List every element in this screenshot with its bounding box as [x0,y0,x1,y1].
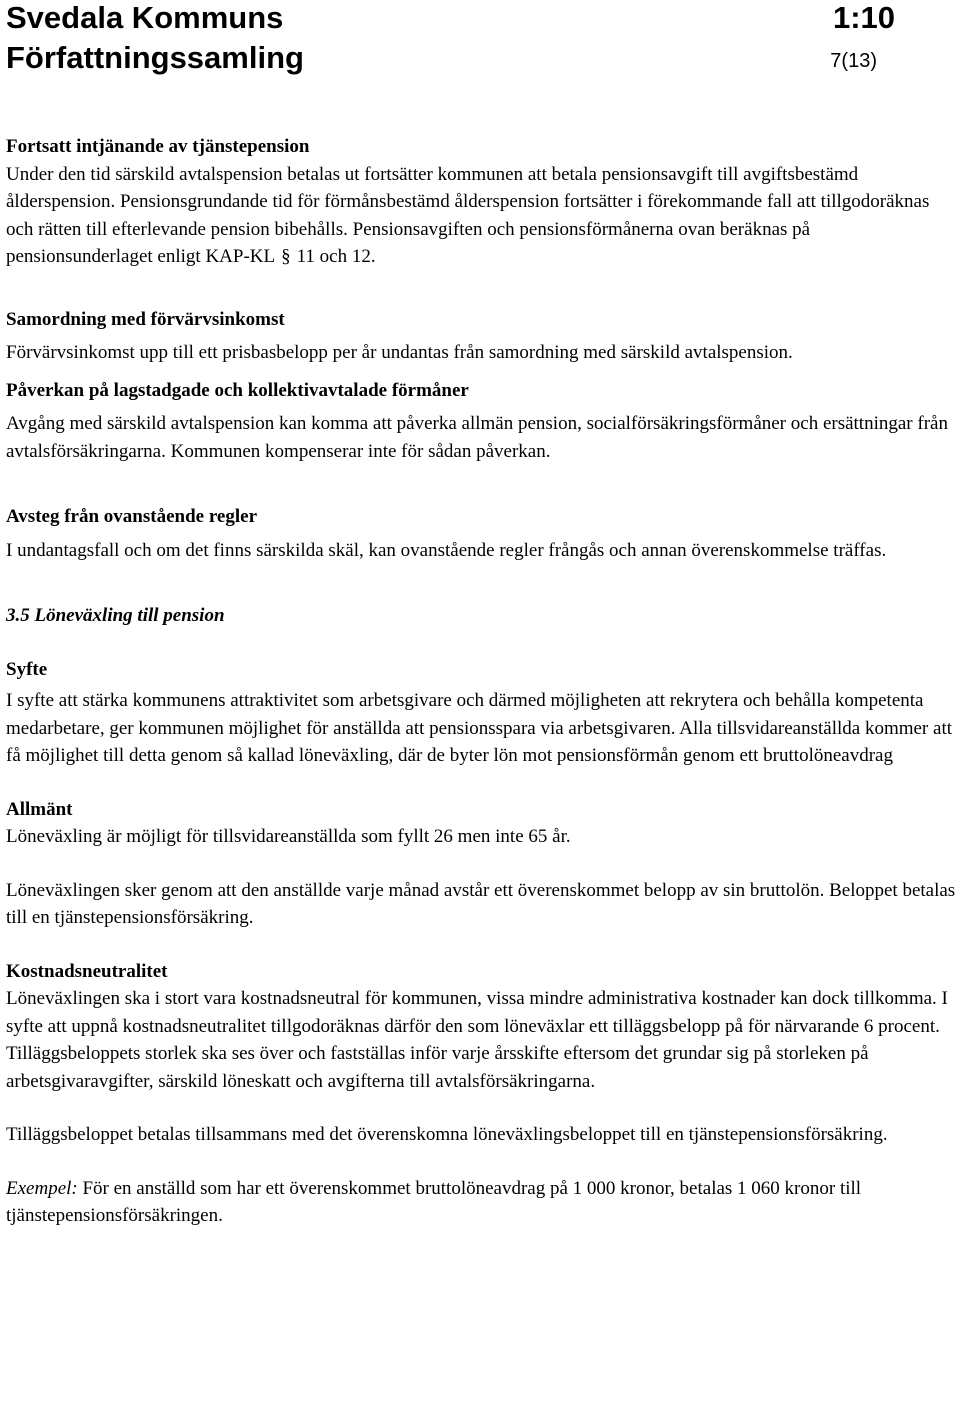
paragraph-avsteg: I undantagsfall och om det finns särskilda skäl, kan ovanstående regler frångås och annan överenskommelse träffas. [6,539,887,561]
paragraph-syfte: I syfte att stärka kommunens attraktivitet som arbetsgivare och därmed möjligheten att rekrytera och behålla kompetenta medarbetare, ger kommunen möjlighet för anställda att pensionsspara via arbetsgivaren. Alla tillsvidareanställda kommer att få möjlighet till detta genom så kallad löneväxling, där de byter lön mot pensionsförmån genom ett bruttolöneavdrag [6,690,953,766]
paragraph-samordning: Förvärvsinkomst upp till ett prisbasbelopp per år undantas från samordning med särskild avtalspension. [6,342,793,363]
page-number: 7(13) [830,50,877,72]
paragraph-kostnad-2: Tilläggsbeloppet betalas tillsammans med det överenskomna löneväxlingsbeloppet till en tjänstepensionsförsäkring. [6,1124,888,1145]
paragraph-paverkan: Avgång med särskild avtalspension kan komma att påverka allmän pension, socialförsäkringsförmåner och ersättningar från avtalsförsäkringarna. Kommunen kompenserar inte för sådan påverkan. [6,413,948,462]
heading-paverkan: Påverkan på lagstadgade och kollektivavtalade förmåner [6,379,469,401]
paragraph-kostnad-1: Löneväxlingen ska i stort vara kostnadsneutral för kommunen, vissa mindre administrativa kostnader kan dock tillkomma. I syfte att uppnå kostnadsneutralitet tillgodoräknas därför den som löneväxlar ett tilläggsbelopp på för närvarande 6 procent. Tilläggsbeloppets storlek ska ses över och fastställas inför varje årsskifte eftersom det grundar sig på storleken på arbetsgivaravgifter, särskild löneskatt och avgifterna till avtalsförsäkringarna. [6,988,948,1092]
heading-syfte: Syfte [6,658,48,680]
paragraph-example [6,1175,958,1230]
paragraph-intjanande [6,161,958,271]
heading-avsteg: Avsteg från ovanstående regler [6,506,257,527]
paragraph-allmant-1: Löneväxling är möjligt för tillsvidareanställda som fyllt 26 men inte 65 år. [6,826,571,847]
doc-title: Svedala Kommuns [6,0,284,35]
heading-samordning: Samordning med förvärvsinkomst [6,308,285,330]
doc-code: 1:10 [832,0,895,35]
heading-allmant: Allmänt [6,798,73,820]
heading-loneväxling: 3.5 Löneväxling till pension [6,605,225,626]
paragraph-intjanande-end: 11 och 12. [296,246,376,267]
paragraph-intjanande-text: Under den tid särskild avtalspension betalas ut fortsätter kommunen att betala pensionsavgift till avgiftsbestämd ålderspension. Pensionsgrundande tid för förmånsbestämd ålderspension fortsätter i förekommande fall att tillgodoräknas och rätten till efterlevande pension bibehålls. Pensionsavgiften och pensionsförmånerna ovan beräknas på pensionsunderlaget enligt KAP-KL [6,163,930,267]
document-body [6,133,958,1230]
doc-subtitle: Författningssamling [6,40,304,75]
example-label: Exempel: [6,1177,78,1199]
example-text: För en anställd som har ett överenskommet bruttolöneavdrag på 1 000 kronor, betalas 1 060 kronor till tjänstepensionsförsäkringen. [6,1177,862,1226]
heading-kostnad: Kostnadsneutralitet [6,960,168,982]
section-sign: § [281,246,291,267]
paragraph-allmant-2: Löneväxlingen sker genom att den anställde varje månad avstår ett överenskommet belopp av sin bruttolön. Beloppet betalas till en tjänstepensionsförsäkring. [6,879,956,928]
heading-intjanande: Fortsatt intjänande av tjänstepension [6,136,310,157]
